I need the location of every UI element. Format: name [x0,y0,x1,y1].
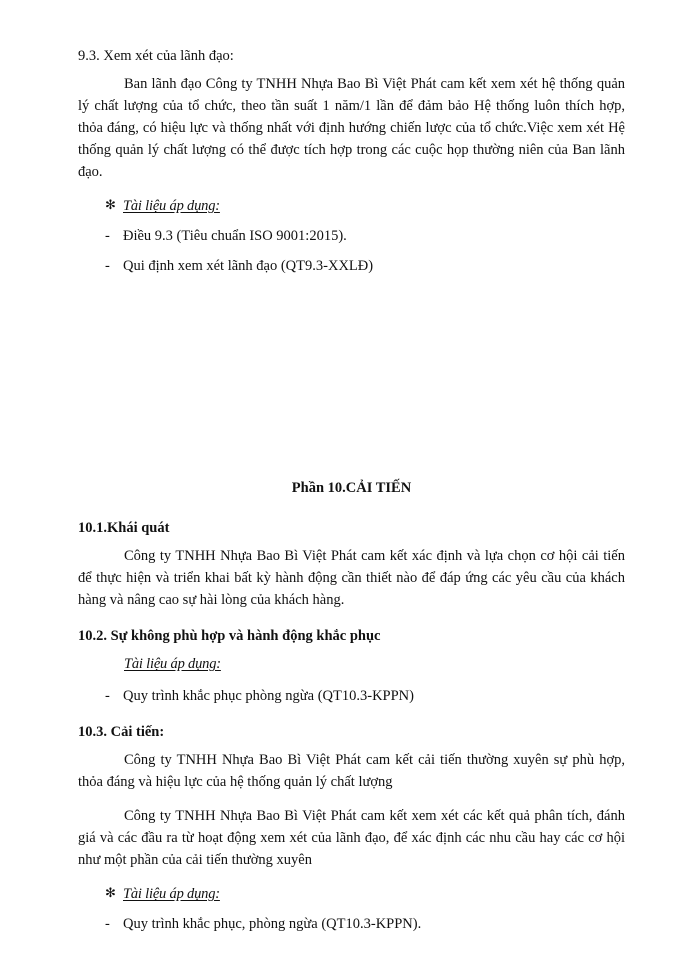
spacer [78,905,625,913]
list-item-text: Quy trình khắc phục phòng ngừa (QT10.3-KPPN) [123,688,414,704]
section-9-3-heading: 9.3. Xem xét của lãnh đạo: [78,48,234,64]
section-10-1-heading: 10.1.Khái quát [78,520,170,536]
list-item-text: Quy trình khắc phục, phòng ngừa (QT10.3-KPPN). [123,916,422,932]
applies-row-10-3 [78,883,625,905]
list-item [78,913,625,935]
spacer [78,499,625,517]
asterisk-bullet-icon: ✻ [105,197,116,212]
part-10-title: Phần 10.CẢI TIẾN [291,480,412,496]
applies-label: Tài liệu áp dụng: [123,886,220,902]
section-10-1-paragraph: Công ty TNHH Nhựa Bao Bì Việt Phát cam kết xác định và lựa chọn cơ hội cải tiến để thực hiện và triển khai bất kỳ hành động cần thiết nào để đáp ứng các yêu cầu của khách hàng và nâng cao sự hài lòng của khách hàng. [78,548,625,608]
spacer [78,183,625,195]
spacer [78,675,625,685]
dash-bullet-icon: - [105,228,110,244]
list-item [78,225,625,247]
document-body [78,45,625,935]
section-10-3-heading: 10.3. Cải tiến: [78,724,165,740]
spacer [78,217,625,225]
dash-bullet-icon: - [105,258,110,274]
spacer [78,871,625,883]
spacer [78,611,625,625]
asterisk-bullet-icon: ✻ [105,885,116,900]
list-item [78,255,625,277]
list-item-text: Qui định xem xét lãnh đạo (QT9.3-XXLĐ) [123,258,374,274]
section-10-2-heading: 10.2. Sự không phù hợp và hành động khắc phục [78,628,381,644]
dash-bullet-icon: - [105,916,110,932]
section-9-3-paragraph: Ban lãnh đạo Công ty TNHH Nhựa Bao Bì Việt Phát cam kết xem xét hệ thống quản lý chất lượng của tổ chức, theo tần suất 1 năm/1 lần để đảm bảo Hệ thống luôn thích hợp, thỏa đáng, có hiệu lực và thống nhất với định hướng chiến lược của tổ chức.Việc xem xét Hệ thống quản lý chất lượng có thể được tích hợp trong các cuộc họp thường niên của Ban lãnh đạo. [78,76,625,180]
page-gap [78,277,625,477]
spacer [78,707,625,721]
section-10-3-paragraph-1: Công ty TNHH Nhựa Bao Bì Việt Phát cam kết cải tiến thường xuyên sự phù hợp, thỏa đáng và hiệu lực của hệ thống quản lý chất lượng [78,752,625,790]
list-item [78,685,625,707]
applies-label: Tài liệu áp dụng: [123,198,220,214]
section-10-3-paragraph-2: Công ty TNHH Nhựa Bao Bì Việt Phát cam kết xem xét các kết quả phân tích, đánh giá và các đầu ra từ hoạt động xem xét của lãnh đạo, để xác định các nhu cầu hay các cơ hội như một phần của cải tiến thường xuyên [78,808,625,868]
applies-row-9-3 [78,195,625,217]
spacer [78,247,625,255]
applies-label: Tài liệu áp dụng: [124,656,221,672]
spacer [78,793,625,805]
list-item-text: Điều 9.3 (Tiêu chuẩn ISO 9001:2015). [123,228,347,244]
dash-bullet-icon: - [105,688,110,704]
